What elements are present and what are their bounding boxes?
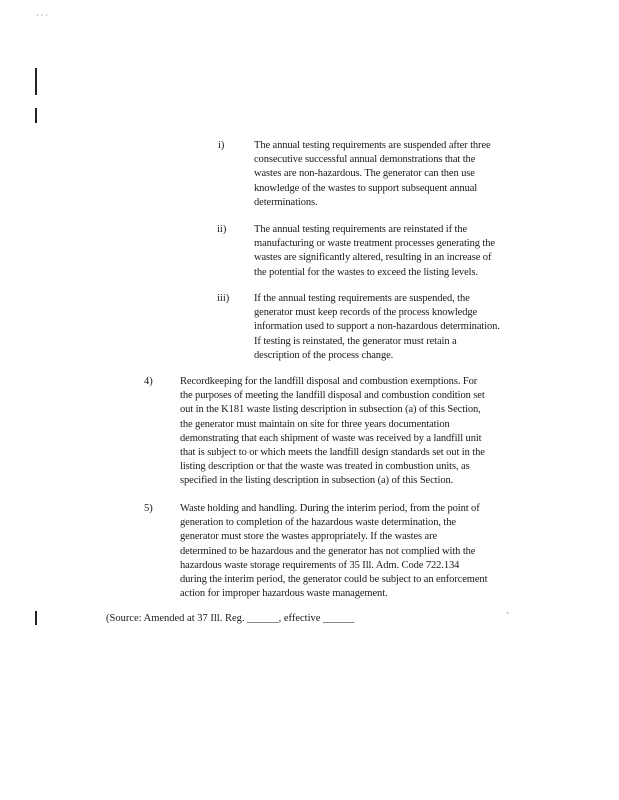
text-line: consecutive successful annual demonstrations that the: [254, 154, 476, 166]
text-line: Waste holding and handling. During the interim period, from the point of: [180, 503, 480, 514]
text-line: description of the process change.: [254, 349, 394, 361]
text-line: If testing is reinstated, the generator must retain a: [254, 335, 457, 347]
subitem-text: [254, 292, 554, 363]
text-line: listing description or that the waste was treated in combustion units, as: [180, 461, 470, 473]
text-line: Recordkeeping for the landfill disposal and combustion exemptions. For: [180, 376, 478, 387]
item-text: [180, 502, 550, 601]
text-line: knowledge of the wastes to support subsequent annual: [254, 182, 478, 194]
subitem-label: i): [218, 140, 225, 151]
text-line: generator must store the wastes appropriately. If the wastes are: [180, 531, 438, 543]
change-bar: [35, 611, 37, 625]
text-line: The annual testing requirements are reinstated if the: [254, 224, 468, 235]
text-line: manufacturing or waste treatment processes generating the: [254, 238, 495, 250]
item-label: 5): [144, 503, 153, 514]
subitem-label: iii): [217, 293, 230, 304]
text-line: specified in the listing description in subsection (a) of this Section.: [180, 475, 454, 487]
text-line: generator must keep records of the process knowledge: [254, 307, 478, 319]
source-note: (Source: Amended at 37 Ill. Reg. ______, effective ______: [106, 613, 355, 624]
text-line: out in the K181 waste listing description in subsection (a) of this Section,: [180, 404, 481, 416]
text-line: action for improper hazardous waste management.: [180, 588, 388, 600]
text-line: determinations.: [254, 196, 318, 208]
text-line: The annual testing requirements are suspended after three: [254, 140, 491, 151]
change-bar: [35, 108, 37, 123]
subitem-label: ii): [217, 224, 227, 235]
header-marks: · · ·: [36, 11, 48, 20]
text-line: wastes are non-hazardous. The generator can then use: [254, 168, 475, 180]
text-line: generation to completion of the hazardous waste determination, the: [180, 517, 456, 529]
text-line: information used to support a non-hazardous determination.: [254, 321, 500, 333]
text-line: demonstrating that each shipment of waste was received by a landfill unit: [180, 432, 482, 444]
item-label: 4): [144, 376, 153, 387]
text-line: the potential for the wastes to exceed the listing levels.: [254, 266, 478, 278]
trailing-mark: `: [506, 612, 510, 623]
text-line: wastes are significantly altered, resulting in an increase of: [254, 252, 492, 264]
item-text: [180, 375, 550, 489]
text-line: If the annual testing requirements are suspended, the: [254, 293, 470, 304]
text-line: hazardous waste storage requirements of 35 Ill. Adm. Code 722.134: [180, 559, 460, 571]
subitem-text: [254, 223, 554, 280]
text-line: during the interim period, the generator could be subject to an enforcement: [180, 574, 488, 586]
text-line: that is subject to or which meets the landfill design standards set out in the: [180, 447, 485, 459]
text-line: the generator must maintain on site for three years documentation: [180, 418, 450, 430]
text-line: the purposes of meeting the landfill disposal and combustion condition set: [180, 390, 485, 402]
text-line: determined to be hazardous and the generator has not complied with the: [180, 545, 476, 557]
change-bar: [35, 68, 37, 95]
subitem-text: [254, 139, 554, 210]
